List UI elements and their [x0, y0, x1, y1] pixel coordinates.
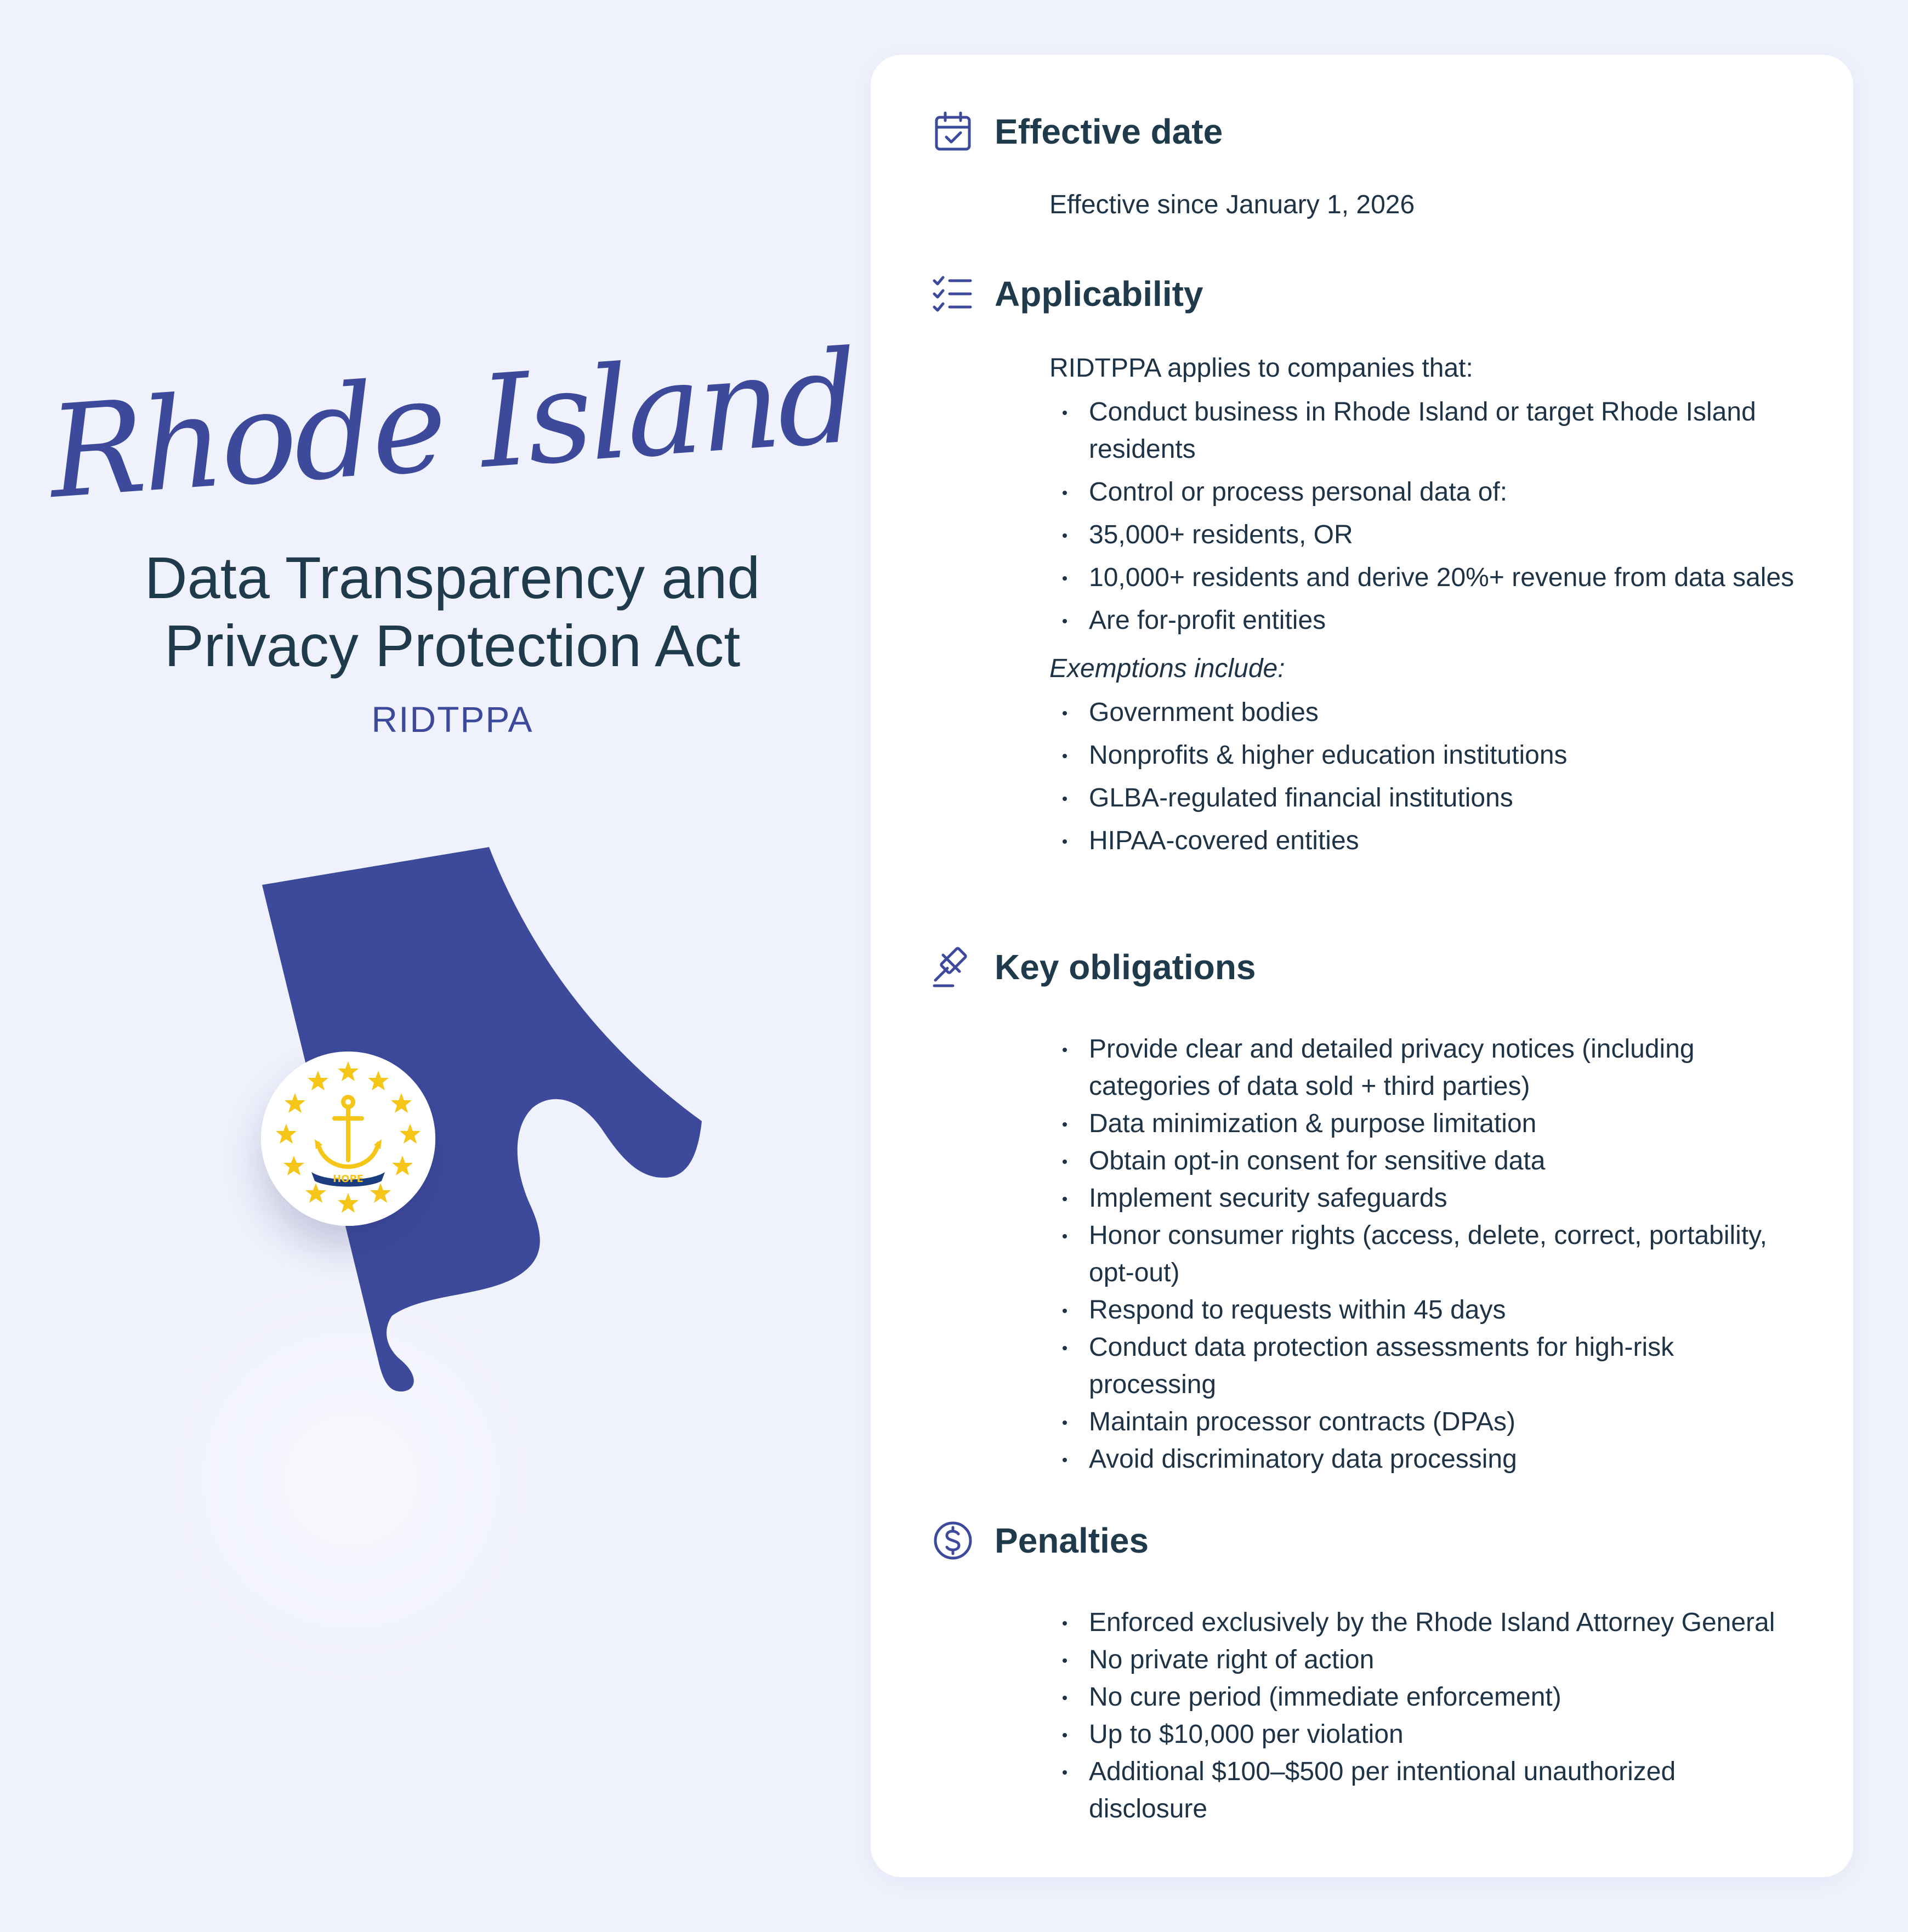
list-item: Maintain processor contracts (DPAs)	[1049, 1403, 1797, 1441]
section-body	[1049, 1604, 1797, 1828]
obligations-list	[1049, 1031, 1797, 1478]
list-item: Obtain opt-in consent for sensitive data	[1049, 1143, 1797, 1180]
list-item: No cure period (immediate enforcement)	[1049, 1679, 1797, 1716]
list-item: Are for-profit entities	[1049, 602, 1797, 639]
list-item: Avoid discriminatory data processing	[1049, 1441, 1797, 1478]
applicability-intro: RIDTPPA applies to companies that:	[1049, 354, 1473, 383]
section-header	[931, 945, 1819, 1000]
section-header	[931, 110, 1819, 164]
list-item: No private right of action	[1049, 1641, 1797, 1679]
section-key-obligations	[931, 945, 1819, 1478]
section-title: Effective date	[995, 112, 1223, 151]
list-item: Data minimization & purpose limitation	[1049, 1105, 1797, 1143]
anchor-stars-icon	[261, 1052, 435, 1226]
list-item: 10,000+ residents and derive 20%+ revenue from data sales	[1049, 559, 1797, 596]
dollar-circle-icon	[931, 1519, 975, 1562]
list-item: Nonprofits & higher education institutions	[1049, 737, 1797, 774]
calendar-check-icon	[931, 110, 975, 154]
law-title-line2: Privacy Protection Act	[164, 612, 741, 679]
section-applicability	[931, 272, 1819, 865]
list-item: Government bodies	[1049, 694, 1797, 731]
list-item: Control or process personal data of:	[1049, 474, 1797, 511]
list-item: Provide clear and detailed privacy notices (including categories of data sold + third parties)	[1049, 1031, 1797, 1105]
exemptions-list	[1049, 694, 1797, 860]
list-item: Conduct data protection assessments for high-risk processing	[1049, 1329, 1797, 1403]
info-card	[871, 55, 1853, 1877]
list-item: HIPAA-covered entities	[1049, 822, 1797, 860]
section-title: Applicability	[995, 274, 1203, 314]
section-body	[1049, 1031, 1797, 1478]
rhode-island-map	[0, 0, 872, 1932]
law-abbreviation: RIDTPPA	[371, 699, 533, 740]
list-item: Honor consumer rights (access, delete, correct, portability, opt-out)	[1049, 1217, 1797, 1292]
left-panel	[0, 0, 872, 1932]
list-item: 35,000+ residents, OR	[1049, 516, 1797, 554]
section-title: Key obligations	[995, 947, 1256, 987]
applicability-list	[1049, 394, 1797, 639]
rhode-island-flag-seal	[261, 1052, 435, 1226]
section-header	[931, 272, 1819, 327]
list-item: Up to $10,000 per violation	[1049, 1716, 1797, 1753]
list-item: Conduct business in Rhode Island or target Rhode Island residents	[1049, 394, 1797, 468]
list-item: Respond to requests within 45 days	[1049, 1292, 1797, 1329]
checklist-icon	[931, 272, 975, 316]
penalties-list	[1049, 1604, 1797, 1828]
gavel-icon	[931, 945, 975, 989]
list-item: Enforced exclusively by the Rhode Island Attorney General	[1049, 1604, 1797, 1641]
section-effective-date	[931, 110, 1819, 224]
flag-motto: HOPE	[333, 1173, 364, 1185]
effective-date-text: Effective since January 1, 2026	[1049, 190, 1415, 219]
state-name-script: Rhode Island	[44, 322, 860, 527]
list-item: GLBA-regulated financial institutions	[1049, 780, 1797, 817]
section-body	[1049, 186, 1797, 224]
exemptions-label: Exemptions include:	[1049, 654, 1285, 683]
section-header	[931, 1519, 1819, 1573]
list-item: Additional $100–$500 per intentional unauthorized disclosure	[1049, 1753, 1797, 1828]
section-penalties	[931, 1519, 1819, 1828]
section-title: Penalties	[995, 1521, 1149, 1560]
section-body	[1049, 350, 1797, 860]
law-title-line1: Data Transparency and	[144, 544, 760, 611]
list-item: Implement security safeguards	[1049, 1180, 1797, 1217]
